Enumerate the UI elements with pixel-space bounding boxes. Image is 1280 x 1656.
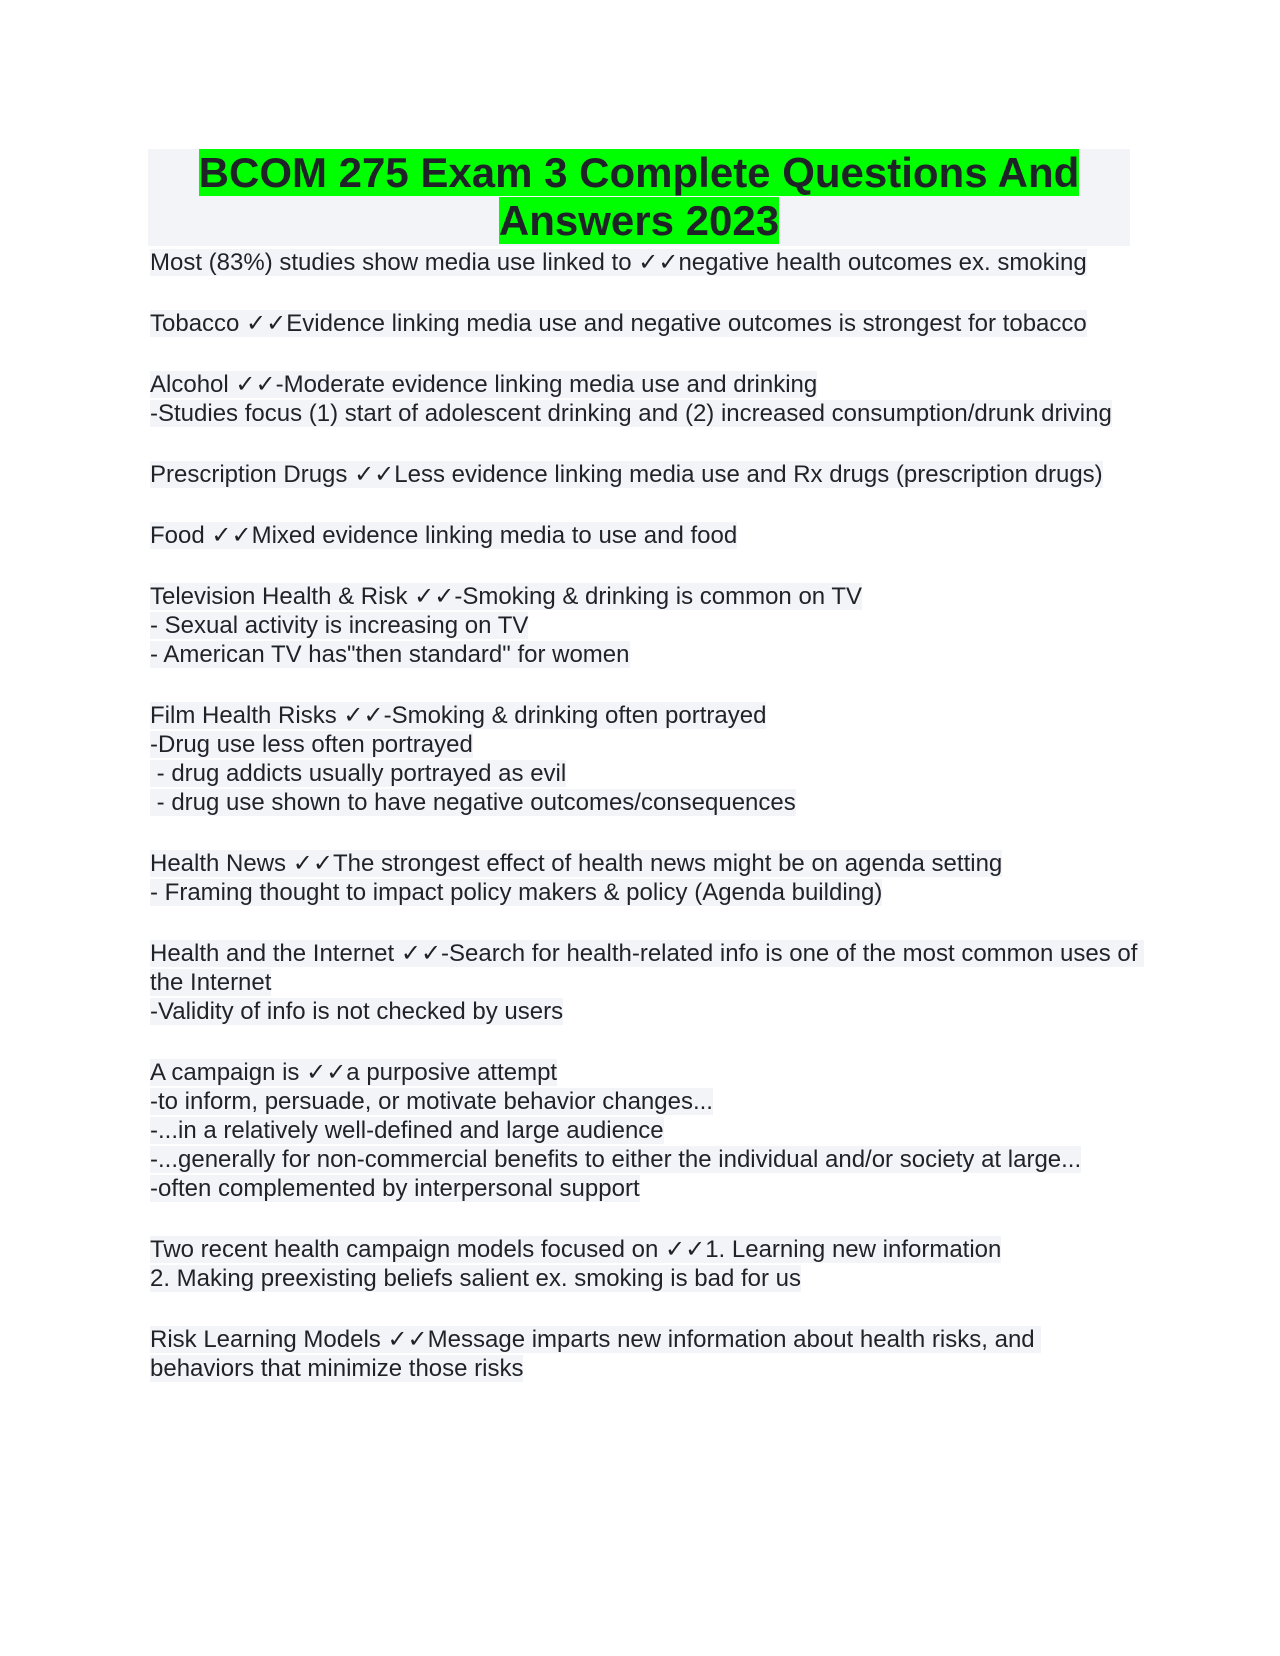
qa-item	[150, 1325, 1140, 1383]
qa-line	[150, 1264, 1140, 1293]
qa-line-text: Film Health Risks ✓✓-Smoking & drinking often portrayed	[150, 702, 767, 729]
qa-item	[150, 248, 1140, 277]
qa-line-text: -...generally for non-commercial benefits to either the individual and/or society at large...	[150, 1146, 1082, 1173]
qa-line	[150, 370, 1140, 399]
qa-line	[150, 939, 1145, 997]
qa-line	[150, 640, 1140, 669]
qa-line	[150, 521, 1140, 550]
qa-line	[150, 878, 1140, 907]
qa-line-text: 2. Making preexisting beliefs salient ex. smoking is bad for us	[150, 1265, 801, 1292]
qa-line-text: Risk Learning Models ✓✓Message imparts new information about health risks, and behaviors that minimize those risks	[150, 1326, 1042, 1382]
qa-line	[150, 730, 1140, 759]
qa-line	[150, 582, 1140, 611]
qa-item	[150, 1058, 1140, 1203]
qa-item	[150, 701, 1140, 817]
qa-item	[150, 370, 1140, 428]
qa-line	[150, 248, 1140, 277]
qa-line-text: -to inform, persuade, or motivate behavior changes...	[150, 1088, 713, 1115]
qa-line-text: Most (83%) studies show media use linked to ✓✓negative health outcomes ex. smoking	[150, 249, 1087, 276]
qa-line-text: Tobacco ✓✓Evidence linking media use and negative outcomes is strongest for tobacco	[150, 310, 1087, 337]
qa-line	[150, 460, 1140, 489]
qa-line-text: Prescription Drugs ✓✓Less evidence linking media use and Rx drugs (prescription drugs)	[150, 461, 1103, 488]
qa-line	[150, 399, 1140, 428]
document-title	[148, 149, 1130, 245]
qa-line	[150, 1325, 1140, 1383]
qa-line	[150, 1116, 1140, 1145]
qa-line-text: -Validity of info is not checked by users	[150, 998, 564, 1025]
qa-line-text: - American TV has"then standard" for women	[150, 641, 630, 668]
qa-line	[150, 1145, 1140, 1174]
qa-line-text: - Framing thought to impact policy makers & policy (Agenda building)	[150, 879, 883, 906]
qa-line-text: -Studies focus (1) start of adolescent drinking and (2) increased consumption/drunk driving	[150, 400, 1112, 427]
qa-line	[150, 1174, 1140, 1203]
qa-line	[150, 1087, 1140, 1116]
qa-line	[150, 309, 1140, 338]
qa-line	[150, 759, 1140, 788]
qa-line-text: Health News ✓✓The strongest effect of health news might be on agenda setting	[150, 850, 1003, 877]
qa-line-text: - Sexual activity is increasing on TV	[150, 612, 529, 639]
qa-line-text: Television Health & Risk ✓✓-Smoking & drinking is common on TV	[150, 583, 863, 610]
qa-line	[150, 849, 1140, 878]
qa-line	[150, 788, 1140, 817]
qa-item	[150, 849, 1140, 907]
qa-line-text: Food ✓✓Mixed evidence linking media to use and food	[150, 522, 738, 549]
qa-line-text: - drug use shown to have negative outcomes/consequences	[150, 789, 796, 816]
qa-line	[150, 1235, 1140, 1264]
qa-line	[150, 1058, 1140, 1087]
qa-list	[150, 248, 1145, 1415]
qa-item	[150, 582, 1140, 669]
qa-line-text: Alcohol ✓✓-Moderate evidence linking media use and drinking	[150, 371, 818, 398]
qa-item	[150, 521, 1140, 550]
qa-line-text: Health and the Internet ✓✓-Search for health-related info is one of the most common uses of the Internet	[150, 940, 1145, 996]
qa-line-text: -Drug use less often portrayed	[150, 731, 473, 758]
qa-line	[150, 997, 1140, 1026]
qa-line	[150, 701, 1140, 730]
qa-item	[150, 1235, 1140, 1293]
document-title-text: BCOM 275 Exam 3 Complete Questions And Answers 2023	[198, 149, 1080, 244]
qa-line-text: A campaign is ✓✓a purposive attempt	[150, 1059, 558, 1086]
qa-item	[150, 460, 1140, 489]
title-block	[148, 149, 1130, 246]
qa-item	[150, 939, 1145, 1026]
qa-item	[150, 309, 1140, 338]
qa-line	[150, 611, 1140, 640]
qa-line-text: - drug addicts usually portrayed as evil	[150, 760, 567, 787]
qa-line-text: -often complemented by interpersonal support	[150, 1175, 640, 1202]
qa-line-text: Two recent health campaign models focused on ✓✓1. Learning new information	[150, 1236, 1002, 1263]
qa-line-text: -...in a relatively well-defined and large audience	[150, 1117, 664, 1144]
